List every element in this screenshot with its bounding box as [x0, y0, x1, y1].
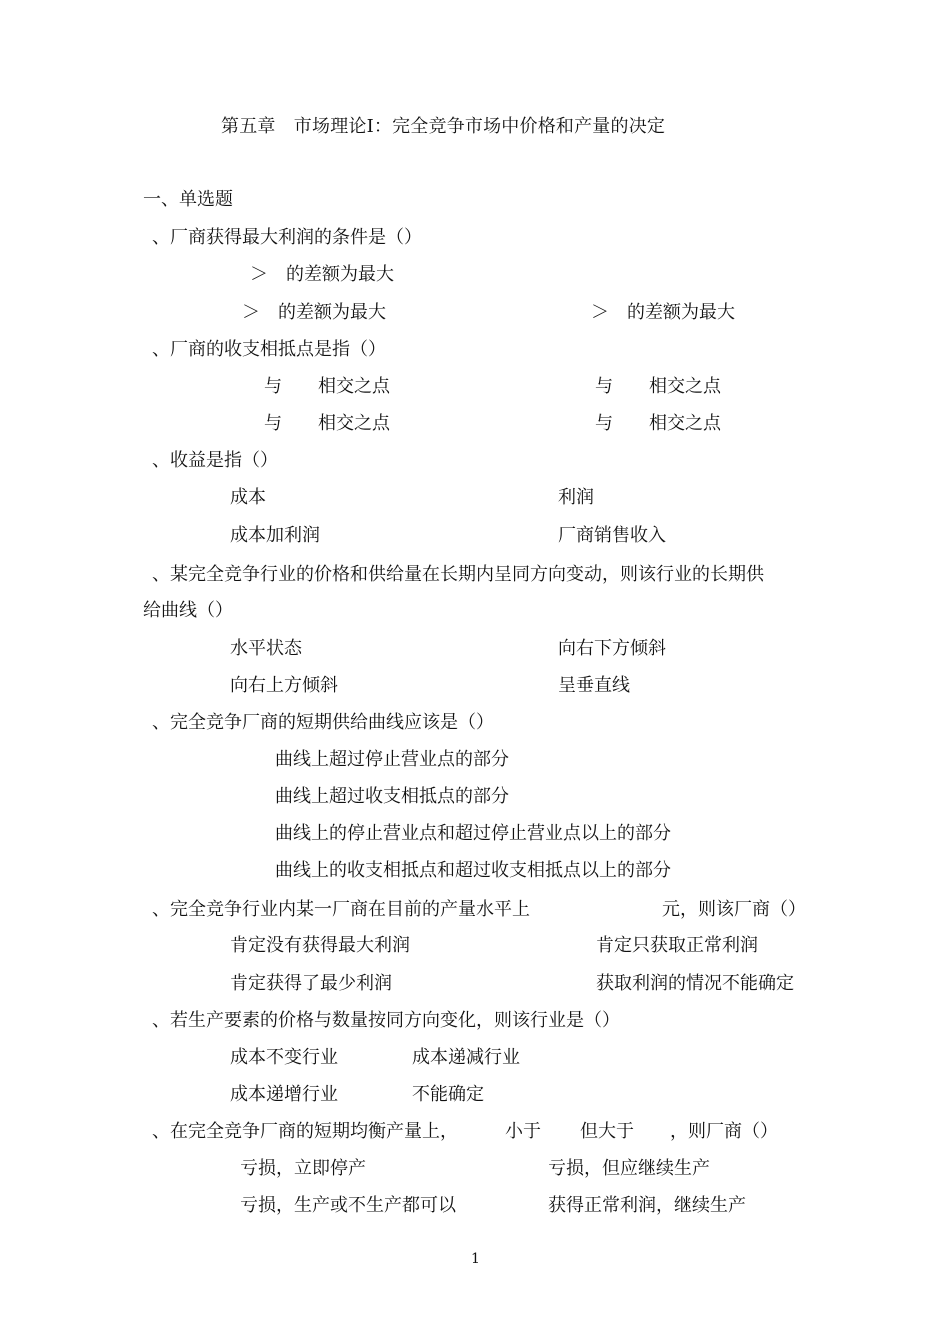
- question-2-option-c: 与 相交之点: [264, 413, 390, 434]
- question-7-option-a: 成本不变行业: [230, 1047, 338, 1068]
- question-2-option-a: 与 相交之点: [264, 376, 390, 397]
- question-8-stem-less-than: 小于: [505, 1121, 541, 1142]
- question-1-option-b: ＞ 的差额为最大: [242, 302, 386, 323]
- question-6-option-b: 肯定只获取正常利润: [596, 935, 758, 956]
- question-5-option-a: 曲线上超过停止营业点的部分: [275, 749, 509, 770]
- question-6-stem-tail: 元，则该厂商（）: [662, 899, 806, 920]
- question-7-option-c: 成本递增行业: [230, 1084, 338, 1105]
- question-3-option-b: 利润: [558, 487, 594, 508]
- question-5-stem: 、完全竞争厂商的短期供给曲线应该是（）: [152, 712, 494, 733]
- question-5-option-b: 曲线上超过收支相抵点的部分: [275, 786, 509, 807]
- question-5-option-c: 曲线上的停止营业点和超过停止营业点以上的部分: [275, 823, 671, 844]
- question-4-option-c: 向右上方倾斜: [230, 675, 338, 696]
- question-1-option-c: ＞ 的差额为最大: [591, 302, 735, 323]
- question-7-option-d: 不能确定: [412, 1084, 484, 1105]
- question-8-stem-tail: ，则厂商（）: [670, 1121, 778, 1142]
- page-number: 1: [471, 1251, 480, 1267]
- question-1-option-a: ＞ 的差额为最大: [250, 264, 394, 285]
- question-7-option-b: 成本递减行业: [412, 1047, 520, 1068]
- page-title: 第五章 市场理论Ⅰ：完全竞争市场中价格和产量的决定: [221, 116, 666, 137]
- question-2-stem: 、厂商的收支相抵点是指（）: [152, 339, 386, 360]
- question-1-stem: 、厂商获得最大利润的条件是（）: [152, 227, 422, 248]
- section-heading: 一、单选题: [143, 189, 233, 210]
- question-4-stem-continued: 给曲线（）: [143, 600, 233, 621]
- question-4-stem: 、某完全竞争行业的价格和供给量在长期内呈同方向变动，则该行业的长期供: [152, 564, 764, 585]
- question-5-option-d: 曲线上的收支相抵点和超过收支相抵点以上的部分: [275, 860, 671, 881]
- question-7-stem: 、若生产要素的价格与数量按同方向变化，则该行业是（）: [152, 1010, 620, 1031]
- question-6-option-c: 肯定获得了最少利润: [230, 973, 392, 994]
- question-4-option-d: 呈垂直线: [558, 675, 630, 696]
- question-8-stem: 、在完全竞争厂商的短期均衡产量上，: [152, 1121, 458, 1142]
- question-3-stem: 、收益是指（）: [152, 450, 278, 471]
- question-3-option-c: 成本加利润: [230, 525, 320, 546]
- question-2-option-d: 与 相交之点: [595, 413, 721, 434]
- question-3-option-a: 成本: [230, 487, 266, 508]
- question-6-option-a: 肯定没有获得最大利润: [230, 935, 410, 956]
- question-8-option-b: 亏损，但应继续生产: [548, 1158, 710, 1179]
- question-6-stem: 、完全竞争行业内某一厂商在目前的产量水平上: [152, 899, 530, 920]
- question-2-option-b: 与 相交之点: [595, 376, 721, 397]
- question-3-option-d: 厂商销售收入: [558, 525, 666, 546]
- question-8-option-d: 获得正常利润，继续生产: [548, 1195, 746, 1216]
- question-6-option-d: 获取利润的情况不能确定: [596, 973, 794, 994]
- question-8-option-c: 亏损，生产或不生产都可以: [240, 1195, 456, 1216]
- question-4-option-a: 水平状态: [230, 638, 302, 659]
- question-8-stem-greater-than: 但大于: [580, 1121, 634, 1142]
- question-4-option-b: 向右下方倾斜: [558, 638, 666, 659]
- question-8-option-a: 亏损，立即停产: [240, 1158, 366, 1179]
